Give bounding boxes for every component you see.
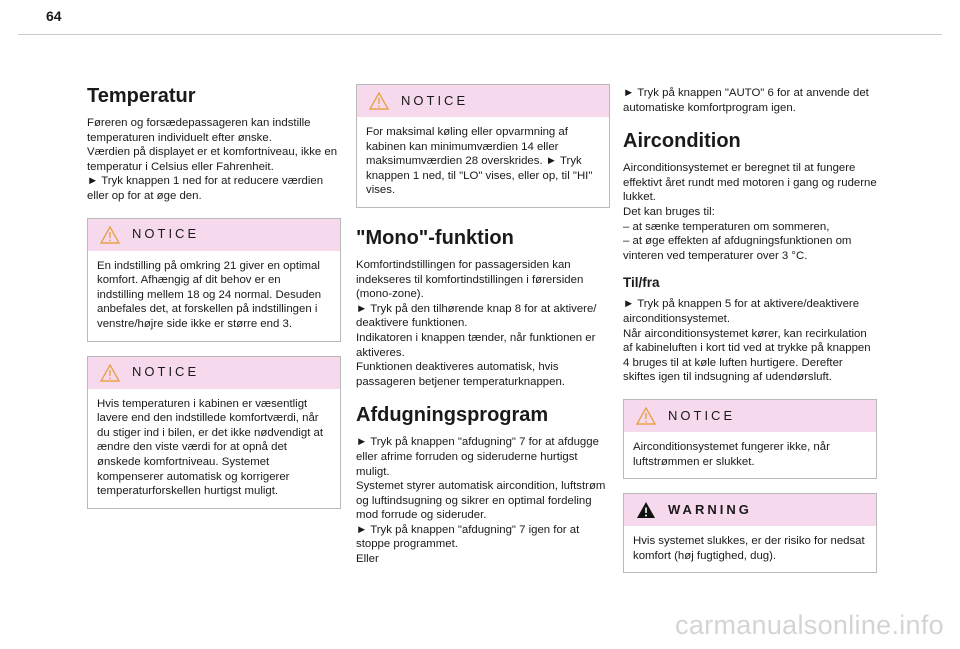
- notice-text: Airconditionsystemet fungerer ikke, når luftstrømmen er slukket.: [633, 440, 830, 468]
- column-3: [623, 82, 877, 587]
- watermark: carmanualsonline.info: [675, 610, 944, 640]
- page-number: 64: [46, 8, 62, 24]
- paragraph: Når airconditionsystemet kører, kan recirkulation af kabineluften i kort tid ved at trykke på knappen 4 bruges til at køle luften hurtigere. Derefter skiftes igen til indsugning af udendørsluft.: [623, 327, 871, 384]
- notice-label: NOTICE: [668, 407, 736, 423]
- section-title-mono: "Mono"-funktion: [356, 226, 514, 249]
- notice-header: [357, 85, 609, 117]
- notice-header: [88, 357, 340, 389]
- warning-triangle-icon: [369, 92, 389, 110]
- paragraph: Værdien på displayet er et komfortniveau, ikke en temperatur i Celsius eller Fahrenheit.: [87, 146, 338, 173]
- notice-label: NOTICE: [132, 364, 200, 380]
- paragraph: Funktionen deaktiveres automatisk, hvis passageren betjener temperaturknappen.: [356, 361, 565, 388]
- section-title-temperatur: Temperatur: [87, 85, 196, 107]
- notice-box: [87, 356, 341, 509]
- warning-text: Hvis systemet slukkes, er der risiko for nedsat komfort (høj fugtighed, dug).: [633, 535, 865, 562]
- paragraph: Airconditionsystemet er beregnet til at fungere effektivt året rundt med motoren i gang og ruderne lukket.: [623, 162, 877, 204]
- notice-text: For maksimal køling eller opvarmning af kabinen kan minimumværdien 14 eller maksimumværdien 28 overskrides. ► Tryk knappen 1 ned, til "LO" vises, eller op, til "HI" vises.: [366, 126, 593, 197]
- column-1: [87, 82, 341, 523]
- warning-triangle-icon: [100, 364, 120, 382]
- paragraph: – at sænke temperaturen om sommeren,: [623, 220, 830, 233]
- paragraph: Komfortindstillingen for passagersiden kan indekseres til komfortindstillingen i førersiden (mono-zone).: [356, 258, 584, 301]
- paragraph: Føreren og forsædepassageren kan indstille temperaturen individuelt efter ønske.: [87, 117, 311, 144]
- warning-label: WARNING: [668, 501, 752, 517]
- notice-text: En indstilling på omkring 21 giver en optimal komfort. Afhængig af dit behov er en indstilling mellem 18 og 24 normal. Desuden anbefales det, at forskellen på indstillingen i venstre/højre side ikke er større end 3.: [97, 259, 322, 330]
- paragraph: ► Tryk på knappen 5 for at aktivere/deaktivere airconditionsystemet.: [623, 298, 860, 325]
- subsection-title-til-fra: Til/fra: [623, 275, 660, 291]
- warning-triangle-icon: [100, 226, 120, 244]
- warning-triangle-icon: [636, 407, 656, 425]
- notice-label: NOTICE: [401, 92, 469, 108]
- paragraph: Indikatoren i knappen tænder, når funktionen er aktiveres.: [356, 331, 596, 359]
- header-divider: [18, 34, 942, 35]
- paragraph: ► Tryk på knappen "afdugning" 7 igen for at stoppe programmet.: [356, 523, 580, 551]
- warning-filled-triangle-icon: [636, 501, 656, 519]
- paragraph: ► Tryk på knappen "afdugning" 7 for at afdugge eller afrime forruden og sideruderne hurtigst muligt.: [356, 436, 599, 478]
- notice-box: [356, 84, 610, 208]
- notice-text: Hvis temperaturen i kabinen er væsentligt lavere end den indstillede komfortværdi, når du stiger ind i bilen, er det ikke nødvendigt at ændre den viste værdi for at opnå det ønskede komfortniveau. Systemet kompenserer automatisk og korrigerer temperaturforskellen hurtigst muligt.: [97, 397, 324, 498]
- paragraph: Det kan bruges til:: [623, 205, 715, 218]
- warning-header: [624, 494, 876, 526]
- notice-header: [88, 219, 340, 251]
- notice-header: [624, 400, 876, 432]
- paragraph: – at øge effekten af afdugningsfunktionen om vinteren ved temperaturer over 3 °C.: [623, 235, 852, 262]
- paragraph: ► Tryk på knappen "AUTO" 6 for at anvende det automatiske komfortprogram igen.: [623, 87, 869, 114]
- section-title-aircondition: Aircondition: [623, 130, 741, 153]
- paragraph: ► Tryk på den tilhørende knap 8 for at aktivere/ deaktivere funktionen.: [356, 302, 597, 330]
- section-title-afdugning: Afdugningsprogram: [356, 404, 549, 427]
- column-2: [356, 82, 610, 567]
- notice-box: [87, 218, 341, 342]
- paragraph: Eller: [356, 553, 379, 566]
- warning-box: [623, 493, 877, 573]
- notice-box: [623, 399, 877, 479]
- paragraph: Systemet styrer automatisk aircondition, luftstrøm og luftindsugning og sikrer en optimal fordeling mod forrude og sideruder.: [356, 480, 606, 522]
- notice-label: NOTICE: [132, 226, 200, 242]
- paragraph: ► Tryk knappen 1 ned for at reducere værdien eller op for at øge den.: [87, 175, 324, 202]
